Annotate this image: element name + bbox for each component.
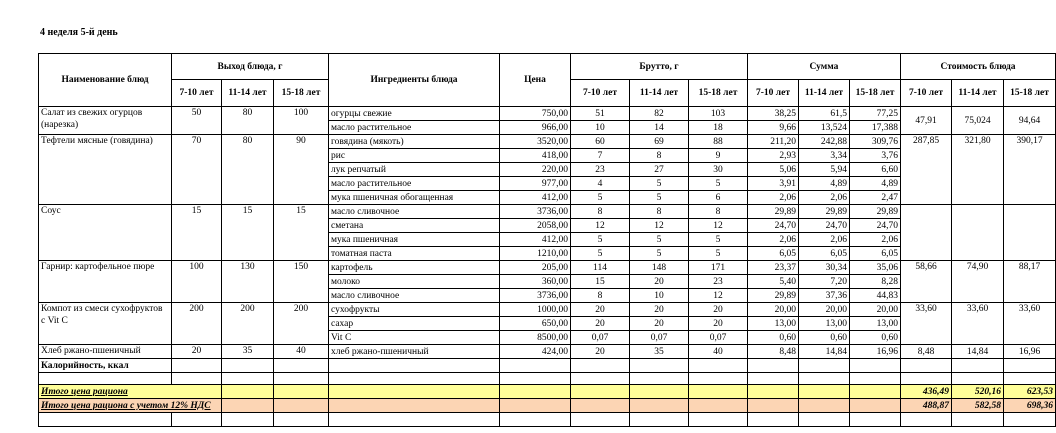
price-value: 205,00 — [500, 261, 571, 275]
price-value: 412,00 — [500, 191, 571, 205]
empty-cell — [500, 413, 571, 427]
empty-cell — [222, 359, 274, 373]
empty-cell — [222, 373, 274, 385]
brutto-value: 5 — [630, 191, 689, 205]
output-value: 100 — [172, 261, 222, 303]
brutto-value: 40 — [689, 345, 748, 359]
calories-label: Калорийность, ккал — [39, 359, 172, 373]
price-value: 2058,00 — [500, 219, 571, 233]
empty-cell — [329, 413, 500, 427]
ingredient-name: масло сливочное — [329, 205, 500, 219]
brutto-value: 0,07 — [571, 331, 630, 345]
page-title: 4 неделя 5-й день — [40, 27, 118, 38]
empty-row — [39, 413, 1056, 427]
brutto-value: 88 — [689, 135, 748, 149]
cost-value: 75,024 — [952, 107, 1004, 135]
ingredient-name: хлеб ржано-пшеничный — [329, 345, 500, 359]
brutto-value: 12 — [571, 219, 630, 233]
brutto-value: 30 — [689, 163, 748, 177]
sum-value: 24,70 — [850, 219, 901, 233]
table-row — [39, 261, 1056, 275]
sum-value: 8,48 — [748, 345, 799, 359]
cost-value: 74,90 — [952, 261, 1004, 303]
empty-cell — [500, 385, 571, 399]
cost-value: 16,96 — [1004, 345, 1056, 359]
empty-cell — [329, 359, 500, 373]
sum-value: 2,06 — [748, 191, 799, 205]
price-value: 3736,00 — [500, 289, 571, 303]
empty-cell — [850, 359, 901, 373]
cost-value — [952, 205, 1004, 261]
empty-cell — [689, 413, 748, 427]
brutto-value: 9 — [689, 149, 748, 163]
brutto-value: 103 — [689, 107, 748, 121]
price-value: 8500,00 — [500, 331, 571, 345]
dish-name: Соус — [39, 205, 172, 261]
brutto-value: 51 — [571, 107, 630, 121]
output-value: 50 — [172, 107, 222, 135]
sum-value: 29,89 — [748, 205, 799, 219]
sum-value: 20,00 — [850, 303, 901, 317]
ingredient-name: сухофрукты — [329, 303, 500, 317]
output-value: 100 — [274, 107, 329, 135]
sum-value: 37,36 — [799, 289, 850, 303]
ingredient-name: томатная паста — [329, 247, 500, 261]
empty-cell — [799, 373, 850, 385]
header-age: 11-14 лет — [630, 80, 689, 107]
sum-value: 0,60 — [850, 331, 901, 345]
cost-value — [1004, 205, 1056, 261]
brutto-value: 20 — [630, 275, 689, 289]
totals-label: Итого цена рациона — [39, 385, 222, 399]
dish-name: Гарнир: картофельное пюре — [39, 261, 172, 303]
empty-cell — [630, 413, 689, 427]
sum-value: 242,88 — [799, 135, 850, 149]
ingredient-name: рис — [329, 149, 500, 163]
cost-value: 33,60 — [1004, 303, 1056, 345]
brutto-value: 14 — [630, 121, 689, 135]
brutto-value: 5 — [630, 177, 689, 191]
cost-value: 390,17 — [1004, 135, 1056, 205]
sum-value: 3,91 — [748, 177, 799, 191]
brutto-value: 5 — [689, 177, 748, 191]
sum-value: 4,89 — [799, 177, 850, 191]
header-age: 11-14 лет — [952, 80, 1004, 107]
empty-cell — [222, 385, 274, 399]
brutto-value: 82 — [630, 107, 689, 121]
output-value: 150 — [274, 261, 329, 303]
empty-cell — [748, 385, 799, 399]
ingredient-name: сметана — [329, 219, 500, 233]
sum-value: 2,06 — [799, 191, 850, 205]
empty-cell — [799, 359, 850, 373]
price-value: 360,00 — [500, 275, 571, 289]
totals-value: 520,16 — [952, 385, 1004, 399]
cost-value: 88,17 — [1004, 261, 1056, 303]
empty-cell — [500, 399, 571, 413]
empty-cell — [748, 399, 799, 413]
header-age: 15-18 лет — [850, 80, 901, 107]
empty-cell — [952, 373, 1004, 385]
spacer-row — [39, 373, 1056, 385]
empty-cell — [571, 385, 630, 399]
header-age: 7-10 лет — [172, 80, 222, 107]
menu-body — [39, 107, 1056, 427]
output-value: 90 — [274, 135, 329, 205]
sum-value: 6,05 — [799, 247, 850, 261]
ingredient-name: Vit C — [329, 331, 500, 345]
totals-value: 436,49 — [901, 385, 952, 399]
empty-cell — [799, 413, 850, 427]
brutto-value: 4 — [571, 177, 630, 191]
brutto-value: 8 — [630, 205, 689, 219]
sum-value: 6,05 — [748, 247, 799, 261]
header-age: 7-10 лет — [748, 80, 799, 107]
price-value: 412,00 — [500, 233, 571, 247]
empty-cell — [689, 399, 748, 413]
cost-value: 94,64 — [1004, 107, 1056, 135]
brutto-value: 27 — [630, 163, 689, 177]
output-value: 200 — [172, 303, 222, 345]
sum-value: 13,00 — [748, 317, 799, 331]
empty-cell — [1004, 359, 1056, 373]
empty-cell — [748, 373, 799, 385]
empty-cell — [274, 359, 329, 373]
brutto-value: 35 — [630, 345, 689, 359]
empty-cell — [500, 359, 571, 373]
ingredient-name: картофель — [329, 261, 500, 275]
brutto-value: 23 — [689, 275, 748, 289]
brutto-value: 18 — [689, 121, 748, 135]
header-age: 7-10 лет — [901, 80, 952, 107]
brutto-value: 12 — [689, 219, 748, 233]
header-dish: Наименование блюд — [39, 54, 172, 107]
output-value: 80 — [222, 135, 274, 205]
brutto-value: 10 — [630, 289, 689, 303]
header-sum: Сумма — [748, 54, 901, 80]
sum-value: 24,70 — [748, 219, 799, 233]
sum-value: 9,66 — [748, 121, 799, 135]
totals-row — [39, 399, 1056, 413]
table-row — [39, 107, 1056, 121]
ingredient-name: масло растительное — [329, 121, 500, 135]
header-output: Выход блюда, г — [172, 54, 329, 80]
sum-value: 20,00 — [799, 303, 850, 317]
sum-value: 44,83 — [850, 289, 901, 303]
empty-cell — [630, 399, 689, 413]
header-cost: Стоимость блюда — [901, 54, 1056, 80]
empty-cell — [901, 359, 952, 373]
brutto-value: 5 — [630, 247, 689, 261]
empty-cell — [630, 385, 689, 399]
output-value: 15 — [274, 205, 329, 261]
empty-cell — [850, 373, 901, 385]
empty-cell — [274, 399, 329, 413]
ingredient-name: говядина (мякоть) — [329, 135, 500, 149]
ingredient-name: масло растительное — [329, 177, 500, 191]
totals-value: 698,36 — [1004, 399, 1056, 413]
brutto-value: 7 — [571, 149, 630, 163]
brutto-value: 0,07 — [630, 331, 689, 345]
brutto-value: 8 — [571, 205, 630, 219]
brutto-value: 10 — [571, 121, 630, 135]
brutto-value: 5 — [689, 247, 748, 261]
sum-value: 38,25 — [748, 107, 799, 121]
menu-table — [38, 53, 1056, 427]
ingredient-name: молоко — [329, 275, 500, 289]
price-value: 220,00 — [500, 163, 571, 177]
empty-cell — [689, 385, 748, 399]
brutto-value: 20 — [571, 303, 630, 317]
price-value: 3520,00 — [500, 135, 571, 149]
totals-label: Итого цена рациона с учетом 12% НДС — [39, 399, 222, 413]
empty-cell — [850, 413, 901, 427]
empty-cell — [172, 359, 222, 373]
output-value: 40 — [274, 345, 329, 359]
header-age: 11-14 лет — [222, 80, 274, 107]
cost-value: 47,91 — [901, 107, 952, 135]
sum-value: 30,34 — [799, 261, 850, 275]
empty-cell — [1004, 413, 1056, 427]
price-value: 424,00 — [500, 345, 571, 359]
sum-value: 16,96 — [850, 345, 901, 359]
sum-value: 29,89 — [748, 289, 799, 303]
calories-row — [39, 359, 1056, 373]
totals-row — [39, 385, 1056, 399]
empty-cell — [571, 373, 630, 385]
header-age: 15-18 лет — [274, 80, 329, 107]
sum-value: 20,00 — [748, 303, 799, 317]
ingredient-name: огурцы свежие — [329, 107, 500, 121]
sum-value: 29,89 — [799, 205, 850, 219]
ingredient-name: мука пшеничная обогащенная — [329, 191, 500, 205]
sum-value: 8,28 — [850, 275, 901, 289]
empty-cell — [500, 373, 571, 385]
ingredient-name: сахар — [329, 317, 500, 331]
empty-cell — [1004, 373, 1056, 385]
empty-cell — [689, 359, 748, 373]
empty-cell — [850, 385, 901, 399]
header-age: 15-18 лет — [1004, 80, 1056, 107]
empty-cell — [172, 373, 222, 385]
empty-cell — [901, 413, 952, 427]
empty-cell — [952, 413, 1004, 427]
empty-cell — [222, 413, 274, 427]
output-value: 130 — [222, 261, 274, 303]
brutto-value: 171 — [689, 261, 748, 275]
header-brutto: Брутто, г — [571, 54, 748, 80]
sum-value: 13,00 — [799, 317, 850, 331]
price-value: 1210,00 — [500, 247, 571, 261]
sum-value: 211,20 — [748, 135, 799, 149]
price-value: 650,00 — [500, 317, 571, 331]
sum-value: 13,00 — [850, 317, 901, 331]
ingredient-name: масло сливочное — [329, 289, 500, 303]
empty-cell — [274, 413, 329, 427]
sum-value: 61,5 — [799, 107, 850, 121]
brutto-value: 5 — [630, 233, 689, 247]
empty-cell — [630, 359, 689, 373]
sum-value: 17,388 — [850, 121, 901, 135]
sum-value: 5,06 — [748, 163, 799, 177]
empty-cell — [222, 399, 274, 413]
table-row — [39, 135, 1056, 149]
empty-cell — [748, 413, 799, 427]
price-value: 418,00 — [500, 149, 571, 163]
sum-value: 309,76 — [850, 135, 901, 149]
dish-name: Компот из смеси сухофруктов с Vit C — [39, 303, 172, 345]
brutto-value: 5 — [571, 247, 630, 261]
header-age: 7-10 лет — [571, 80, 630, 107]
sum-value: 23,37 — [748, 261, 799, 275]
output-value: 35 — [222, 345, 274, 359]
brutto-value: 5 — [571, 233, 630, 247]
dish-name: Салат из свежих огурцов (нарезка) — [39, 107, 172, 135]
brutto-value: 20 — [630, 317, 689, 331]
empty-cell — [329, 399, 500, 413]
table-row — [39, 205, 1056, 219]
price-value: 977,00 — [500, 177, 571, 191]
dish-name: Хлеб ржано-пшеничный — [39, 345, 172, 359]
brutto-value: 69 — [630, 135, 689, 149]
cost-value: 287,85 — [901, 135, 952, 205]
empty-cell — [901, 373, 952, 385]
totals-value: 582,58 — [952, 399, 1004, 413]
sum-value: 2,06 — [799, 233, 850, 247]
output-value: 80 — [222, 107, 274, 135]
brutto-value: 114 — [571, 261, 630, 275]
empty-cell — [39, 413, 172, 427]
brutto-value: 12 — [630, 219, 689, 233]
cost-value — [901, 205, 952, 261]
brutto-value: 20 — [689, 303, 748, 317]
empty-cell — [748, 359, 799, 373]
sum-value: 35,06 — [850, 261, 901, 275]
empty-cell — [850, 399, 901, 413]
header-price: Цена — [500, 54, 571, 107]
cost-value: 33,60 — [901, 303, 952, 345]
table-row — [39, 345, 1056, 359]
brutto-value: 20 — [571, 317, 630, 331]
output-value: 15 — [222, 205, 274, 261]
cost-value: 33,60 — [952, 303, 1004, 345]
empty-cell — [571, 413, 630, 427]
brutto-value: 8 — [571, 289, 630, 303]
empty-cell — [274, 373, 329, 385]
sum-value: 2,06 — [748, 233, 799, 247]
empty-cell — [571, 399, 630, 413]
price-value: 1000,00 — [500, 303, 571, 317]
brutto-value: 15 — [571, 275, 630, 289]
output-value: 15 — [172, 205, 222, 261]
sum-value: 13,524 — [799, 121, 850, 135]
header-age: 11-14 лет — [799, 80, 850, 107]
empty-cell — [329, 373, 500, 385]
sum-value: 2,93 — [748, 149, 799, 163]
output-value: 200 — [222, 303, 274, 345]
brutto-value: 23 — [571, 163, 630, 177]
empty-cell — [172, 413, 222, 427]
cost-value: 14,84 — [952, 345, 1004, 359]
sum-value: 6,60 — [850, 163, 901, 177]
sum-value: 6,05 — [850, 247, 901, 261]
sum-value: 5,40 — [748, 275, 799, 289]
price-value: 3736,00 — [500, 205, 571, 219]
empty-cell — [799, 385, 850, 399]
sum-value: 3,76 — [850, 149, 901, 163]
dish-name: Тефтели мясные (говядина) — [39, 135, 172, 205]
sum-value: 4,89 — [850, 177, 901, 191]
cost-value: 58,66 — [901, 261, 952, 303]
cost-value: 8,48 — [901, 345, 952, 359]
brutto-value: 12 — [689, 289, 748, 303]
ingredient-name: лук репчатый — [329, 163, 500, 177]
sum-value: 0,60 — [748, 331, 799, 345]
brutto-value: 8 — [630, 149, 689, 163]
empty-cell — [689, 373, 748, 385]
sum-value: 7,20 — [799, 275, 850, 289]
sum-value: 24,70 — [799, 219, 850, 233]
sum-value: 77,25 — [850, 107, 901, 121]
header-age: 15-18 лет — [689, 80, 748, 107]
sum-value: 2,06 — [850, 233, 901, 247]
brutto-value: 6 — [689, 191, 748, 205]
brutto-value: 8 — [689, 205, 748, 219]
header-ingredients: Ингредиенты блюда — [329, 54, 500, 107]
empty-cell — [571, 359, 630, 373]
totals-value: 488,87 — [901, 399, 952, 413]
brutto-value: 60 — [571, 135, 630, 149]
totals-value: 623,53 — [1004, 385, 1056, 399]
sum-value: 0,60 — [799, 331, 850, 345]
sum-value: 14,84 — [799, 345, 850, 359]
empty-cell — [630, 373, 689, 385]
sum-value: 5,94 — [799, 163, 850, 177]
brutto-value: 20 — [571, 345, 630, 359]
empty-cell — [39, 373, 172, 385]
sum-value: 2,47 — [850, 191, 901, 205]
empty-cell — [274, 385, 329, 399]
brutto-value: 5 — [689, 233, 748, 247]
table-row — [39, 303, 1056, 317]
output-value: 70 — [172, 135, 222, 205]
empty-cell — [799, 399, 850, 413]
brutto-value: 20 — [630, 303, 689, 317]
sum-value: 29,89 — [850, 205, 901, 219]
brutto-value: 148 — [630, 261, 689, 275]
output-value: 20 — [172, 345, 222, 359]
ingredient-name: мука пшеничная — [329, 233, 500, 247]
sum-value: 3,34 — [799, 149, 850, 163]
output-value: 200 — [274, 303, 329, 345]
empty-cell — [329, 385, 500, 399]
price-value: 750,00 — [500, 107, 571, 121]
cost-value: 321,80 — [952, 135, 1004, 205]
brutto-value: 5 — [571, 191, 630, 205]
price-value: 966,00 — [500, 121, 571, 135]
brutto-value: 20 — [689, 317, 748, 331]
brutto-value: 0,07 — [689, 331, 748, 345]
empty-cell — [952, 359, 1004, 373]
